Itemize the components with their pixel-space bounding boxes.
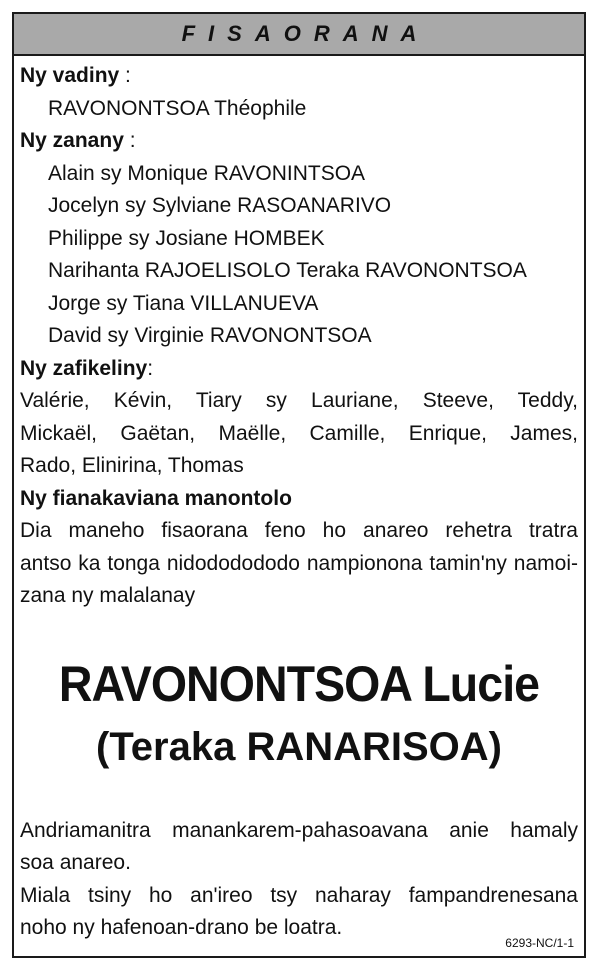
obituary-notice bbox=[12, 12, 586, 958]
closing-line: Andriamanitra manankarem-pahasoavana anie hamaly bbox=[20, 818, 578, 842]
closing-line: Miala tsiny ho an'ireo tsy naharay fampandrenesana bbox=[20, 883, 578, 907]
zanany-heading bbox=[20, 125, 578, 158]
child-name: Jorge sy Tiana VILLANUEVA bbox=[48, 291, 319, 315]
deceased-maiden-name: (Teraka RANARISOA) bbox=[96, 724, 502, 769]
zanany-suffix: : bbox=[123, 129, 136, 152]
closing-line: noho ny hafenoan-drano be loatra. bbox=[20, 916, 343, 939]
child-name: Alain sy Monique RAVONINTSOA bbox=[48, 161, 366, 185]
zafikeliny-label: Ny zafikeliny bbox=[20, 356, 148, 380]
child-name: Philippe sy Josiane HOMBEK bbox=[48, 226, 325, 250]
thanks-line: antso ka tonga nidododododo nampionona tamin'ny namoi- bbox=[20, 551, 578, 575]
closing-line: soa anareo. bbox=[20, 851, 131, 874]
zafikeliny-suffix: : bbox=[147, 356, 154, 380]
zafikeliny-heading bbox=[20, 353, 578, 386]
child-name: David sy Virginie RAVONONTSOA bbox=[48, 324, 372, 347]
deceased-name: RAVONONTSOA Lucie bbox=[58, 655, 540, 712]
thanks-line: Dia maneho fisaorana feno ho anareo rehetra tratra bbox=[20, 519, 578, 542]
spouse-name: RAVONONTSOA Théophile bbox=[48, 96, 307, 120]
zanany-label: Ny zanany bbox=[20, 129, 124, 152]
vadiny-suffix: : bbox=[119, 64, 131, 87]
notice-title: FISAORANA bbox=[181, 21, 430, 46]
notice-header bbox=[14, 14, 584, 56]
grandchildren-line: Valérie, Kévin, Tiary sy Lauriane, Steeve, Teddy, bbox=[20, 389, 578, 412]
child-name: Jocelyn sy Sylviane RASOANARIVO bbox=[48, 194, 392, 217]
grandchildren-line: Mickaël, Gaëtan, Maëlle, Camille, Enrique, James, bbox=[20, 421, 578, 445]
grandchildren-line: Rado, Elinirina, Thomas bbox=[20, 454, 244, 477]
notice-body bbox=[14, 56, 584, 945]
vadiny-heading bbox=[20, 60, 578, 93]
thanks-line: zana ny malalanay bbox=[20, 584, 196, 607]
vadiny-label: Ny vadiny bbox=[20, 64, 120, 87]
fianakaviana-heading: Ny fianakaviana manontolo bbox=[20, 486, 292, 510]
child-name: Narihanta RAJOELISOLO Teraka RAVONONTSOA bbox=[48, 259, 527, 282]
closing-block bbox=[20, 815, 578, 945]
reference-code: 6293-NC/1-1 bbox=[505, 936, 574, 950]
